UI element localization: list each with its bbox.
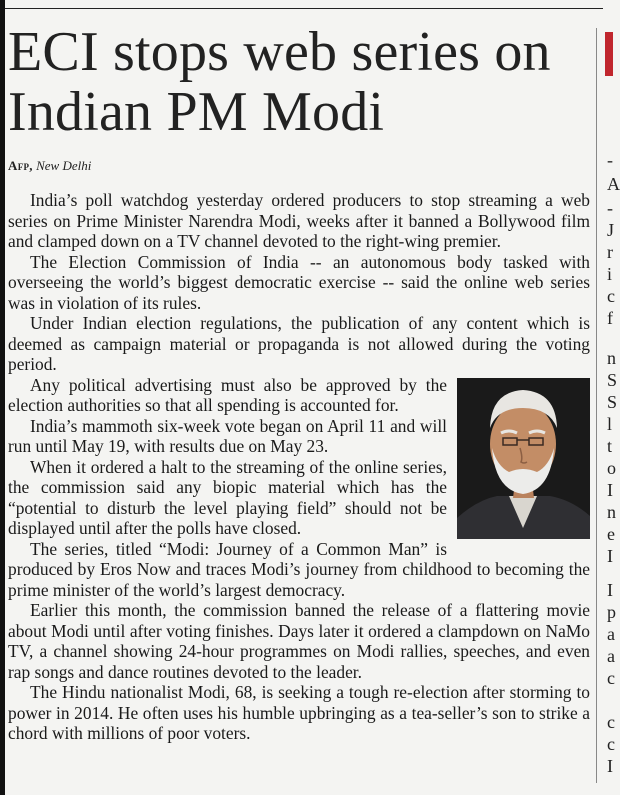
edge-letter: l bbox=[607, 414, 613, 434]
edge-letter: - bbox=[607, 150, 613, 170]
top-rule bbox=[5, 8, 603, 9]
byline-agency: Afp, bbox=[8, 158, 33, 173]
edge-letter: I bbox=[607, 546, 613, 566]
edge-letter: f bbox=[607, 308, 613, 328]
article-paragraph: The Election Commission of India -- an autonomous body tasked with overseeing the world’s biggest democratic exercise -- said the online web series was in violation of its rules. bbox=[8, 251, 590, 313]
article-paragraph: When it ordered a halt to the streaming of the online series, the commission said any biopic material which has the “potential to disturb the level playing field” should not be displayed until after the polls have closed. bbox=[8, 456, 447, 538]
edge-letter: i bbox=[607, 264, 613, 284]
byline bbox=[8, 158, 91, 174]
edge-letter: S bbox=[607, 370, 618, 390]
article-headline: ECI stops web series on Indian PM Modi bbox=[8, 21, 551, 143]
edge-letter: a bbox=[607, 624, 615, 644]
edge-letter: t bbox=[607, 436, 613, 456]
edge-letter: c bbox=[607, 286, 615, 306]
article-paragraph: Earlier this month, the commission banned the release of a flattering movie about Modi until after voting finishes. Days later it ordered a clampdown on NaMo TV, a channel showing 24-hour programmes on Modi rallies, speeches, and even rap songs and dance routines devoted to the leader. bbox=[8, 600, 590, 682]
edge-letter: - bbox=[607, 198, 613, 218]
edge-letter: c bbox=[607, 668, 615, 688]
portrait-illustration bbox=[457, 378, 590, 539]
edge-letter: r bbox=[607, 242, 613, 262]
edge-letter: A bbox=[607, 174, 620, 194]
adjacent-column-fragment bbox=[605, 0, 620, 795]
edge-letter: n bbox=[607, 502, 616, 522]
article-paragraph: India’s poll watchdog yesterday ordered producers to stop streaming a web series on Prime Minister Narendra Modi, weeks after it banned a Bollywood film and clamped down on a TV channel devoted to the right-wing premier. bbox=[8, 190, 590, 251]
edge-letter: c bbox=[607, 734, 615, 754]
edge-letter: I bbox=[607, 756, 613, 776]
edge-letter: n bbox=[607, 348, 616, 368]
column-divider bbox=[596, 28, 597, 783]
edge-letter: I bbox=[607, 580, 613, 600]
article-paragraph: The Hindu nationalist Modi, 68, is seeking a tough re-election after storming to power in 2014. He often uses his humble upbringing as a tea-seller’s son to strike a chord with millions of poor voters. bbox=[8, 682, 590, 743]
article-paragraph: Any political advertising must also be approved by the election authorities so that all spending is accounted for. bbox=[8, 374, 447, 415]
modi-portrait-photo bbox=[457, 378, 590, 539]
left-page-edge bbox=[0, 0, 5, 795]
article-paragraph: India’s mammoth six-week vote began on April 11 and will run until May 19, with results due on May 23. bbox=[8, 415, 447, 456]
article-body bbox=[8, 190, 590, 744]
edge-letter: p bbox=[607, 602, 616, 622]
edge-letter: a bbox=[607, 646, 615, 666]
edge-letter: I bbox=[607, 480, 613, 500]
edge-letter: e bbox=[607, 524, 615, 544]
article-paragraph: The series, titled “Modi: Journey of a Common Man” is produced by Eros Now and traces Modi’s journey from childhood to becoming the prime minister of the world’s largest democracy. bbox=[8, 538, 590, 600]
article-paragraph: Under Indian election regulations, the publication of any content which is deemed as campaign material or propaganda is not allowed during the voting period. bbox=[8, 313, 590, 374]
edge-letter: J bbox=[607, 220, 615, 240]
byline-place: New Delhi bbox=[36, 158, 92, 173]
adjacent-red-block bbox=[605, 32, 613, 76]
edge-letter: o bbox=[607, 458, 616, 478]
edge-letter: c bbox=[607, 712, 615, 732]
edge-letter: S bbox=[607, 392, 618, 412]
